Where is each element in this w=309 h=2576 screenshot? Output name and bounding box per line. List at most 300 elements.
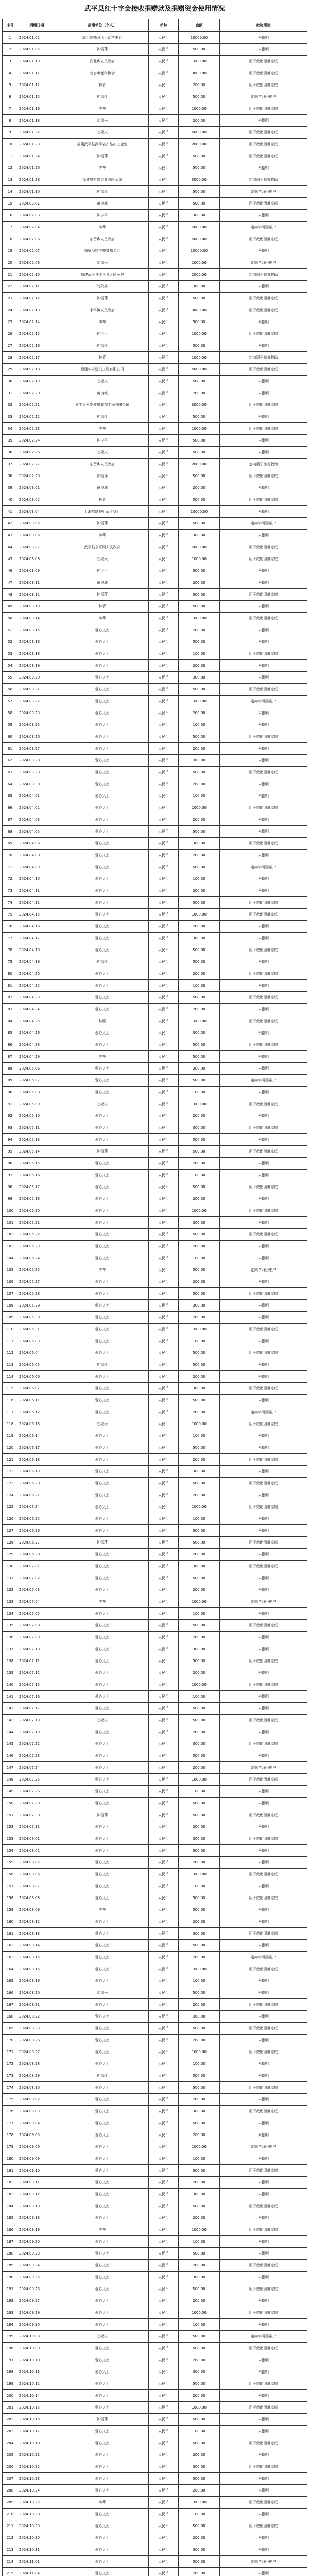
table-row (3, 613, 307, 624)
row-amount: 500.00 (179, 1039, 220, 1051)
table-row (3, 1027, 307, 1039)
table-row (3, 2283, 307, 2295)
row-amount: 500.00 (179, 944, 220, 956)
table-row (3, 2070, 307, 2082)
row-amount: 500.00 (179, 198, 220, 210)
row-donor: 刘福兴 (56, 257, 149, 269)
row-date: 2024.03.28 (18, 755, 56, 767)
row-donor: 爱心人士 (56, 1181, 149, 1193)
row-amount: 2000.00 (179, 541, 220, 553)
row-currency: 人民币 (149, 2260, 179, 2272)
row-currency: 人民币 (149, 411, 179, 423)
row-amount: 500.00 (179, 1347, 220, 1359)
row-currency: 人民币 (149, 435, 179, 447)
table-row (3, 1347, 307, 1359)
row-currency: 人民币 (149, 1039, 179, 1051)
row-amount: 500.00 (179, 1442, 220, 1454)
row-amount: 500.00 (179, 2023, 220, 2035)
table-row (3, 1466, 307, 1478)
row-index: 112 (3, 1347, 18, 1359)
row-amount: 200.00 (179, 1489, 220, 1501)
table-row (3, 2153, 307, 2165)
table-row (3, 1833, 307, 1845)
header-date: 捐赠日期 (18, 19, 56, 32)
row-amount: 200.00 (179, 660, 220, 672)
row-date: 2024.03.04 (18, 506, 56, 518)
row-donor: 爱心人士 (56, 2568, 149, 2576)
row-currency: 人民币 (149, 2224, 179, 2236)
row-currency: 人民币 (149, 1537, 179, 1549)
row-donor: 爱心人士 (56, 1679, 149, 1691)
row-purpose: 未指明 (220, 1466, 307, 1478)
row-purpose: 未指明 (220, 316, 307, 328)
row-date: 2024.06.27 (18, 1537, 56, 1549)
table-row (3, 1952, 307, 1963)
row-date: 2024.04.17 (18, 933, 56, 944)
row-purpose: 用于救助困难家庭 (220, 684, 307, 696)
row-currency: 人民币 (149, 1158, 179, 1170)
row-index: 186 (3, 2224, 18, 2236)
row-purpose: 未指明 (220, 2011, 307, 2023)
row-date: 2024.04.25 (18, 1015, 56, 1027)
row-index: 60 (3, 731, 18, 743)
row-date: 2024.08.05 (18, 1857, 56, 1869)
row-donor: 钟雪萍 (56, 44, 149, 56)
row-amount: 300.00 (179, 1928, 220, 1940)
row-index: 111 (3, 1335, 18, 1347)
row-index: 151 (3, 1809, 18, 1821)
row-amount: 200.00 (179, 1110, 220, 1122)
row-currency: 人民币 (149, 944, 179, 956)
table-row (3, 304, 307, 316)
row-donor: 爱心人士 (56, 636, 149, 648)
row-amount: 200.00 (179, 1193, 220, 1205)
row-date: 2024.08.19 (18, 1975, 56, 1987)
row-date: 2024.10.29 (18, 2520, 56, 2532)
table-row (3, 755, 307, 767)
row-amount: 10000.00 (179, 245, 220, 257)
row-purpose: 未指明 (220, 2117, 307, 2129)
table-row (3, 1489, 307, 1501)
row-date: 2024.02.12 (18, 293, 56, 304)
table-row (3, 1146, 307, 1158)
row-donor: 钟雪萍 (56, 293, 149, 304)
row-amount: 200.00 (179, 1371, 220, 1383)
row-date: 2024.08.16 (18, 1963, 56, 1975)
row-currency: 人民币 (149, 1691, 179, 1703)
row-amount: 3000.00 (179, 174, 220, 186)
table-row (3, 2343, 307, 2354)
table-row (3, 897, 307, 909)
table-row (3, 530, 307, 541)
row-donor: 爱心人士 (56, 897, 149, 909)
row-date: 2024.10.25 (18, 2497, 56, 2509)
row-date: 2024.09.30 (18, 2319, 56, 2331)
row-index: 153 (3, 1833, 18, 1845)
row-index: 187 (3, 2236, 18, 2248)
row-amount: 200.00 (179, 2177, 220, 2189)
row-index: 1 (3, 32, 18, 44)
row-index: 147 (3, 1762, 18, 1774)
row-index: 172 (3, 2058, 18, 2070)
row-purpose: 未指明 (220, 2236, 307, 2248)
row-currency: 人民币 (149, 861, 179, 873)
row-date: 2024.10.14 (18, 2390, 56, 2402)
row-currency: 人民币 (149, 2295, 179, 2307)
row-index: 128 (3, 1537, 18, 1549)
row-date: 2024.08.14 (18, 1940, 56, 1952)
row-date: 2024.02.28 (18, 470, 56, 482)
row-donor: 钟雪萍 (56, 589, 149, 601)
row-currency: 人民币 (149, 1051, 179, 1063)
table-row (3, 731, 307, 743)
row-currency: 人民币 (149, 933, 179, 944)
row-currency: 人民币 (149, 624, 179, 636)
table-row (3, 1252, 307, 1264)
table-row (3, 376, 307, 387)
row-donor: 爱心人士 (56, 1383, 149, 1395)
row-donor: 爱心人士 (56, 1632, 149, 1643)
row-index: 102 (3, 1229, 18, 1241)
table-row (3, 2189, 307, 2200)
table-row (3, 2556, 307, 2568)
row-purpose: 未指明 (220, 281, 307, 293)
table-row (3, 1430, 307, 1442)
row-currency: 人民币 (149, 44, 179, 56)
row-donor: 李华 (56, 162, 149, 174)
row-donor: 爱心人士 (56, 1857, 149, 1869)
row-date: 2024.09.23 (18, 2248, 56, 2260)
row-amount: 500.00 (179, 470, 220, 482)
table-row (3, 577, 307, 589)
row-index: 203 (3, 2426, 18, 2437)
row-donor: 爱心人士 (56, 933, 149, 944)
row-purpose: 未指明 (220, 1916, 307, 1928)
row-purpose: 未指明 (220, 577, 307, 589)
row-purpose: 用于救助困难家庭 (220, 838, 307, 850)
row-date: 2024.05.11 (18, 1122, 56, 1134)
row-donor: 福建省万宏实业有限公司 (56, 174, 149, 186)
row-purpose: 用于救助困难家庭 (220, 127, 307, 139)
table-row (3, 933, 307, 944)
table-row (3, 873, 307, 885)
header-index: 序号 (3, 19, 18, 32)
row-currency: 人民币 (149, 103, 179, 115)
row-donor: 爱心人士 (56, 624, 149, 636)
row-purpose: 用于救助困难家庭 (220, 1478, 307, 1489)
row-date: 2024.01.15 (18, 91, 56, 103)
row-index: 103 (3, 1241, 18, 1252)
row-purpose: 用于救助困难家庭 (220, 1383, 307, 1395)
row-date: 2024.03.06 (18, 530, 56, 541)
row-currency: 人民币 (149, 470, 179, 482)
row-index: 89 (3, 1075, 18, 1087)
row-amount: 500.00 (179, 2343, 220, 2354)
table-row (3, 1170, 307, 1181)
row-index: 146 (3, 1750, 18, 1762)
row-index: 130 (3, 1561, 18, 1572)
row-date: 2024.07.31 (18, 1821, 56, 1833)
row-index: 10 (3, 139, 18, 150)
row-donor: 爱心人士 (56, 885, 149, 897)
row-index: 12 (3, 162, 18, 174)
row-donor: 爱心人士 (56, 1454, 149, 1466)
table-row (3, 1371, 307, 1383)
row-index: 180 (3, 2153, 18, 2165)
row-index: 46 (3, 565, 18, 577)
row-currency: 人民币 (149, 1110, 179, 1122)
row-currency: 人民币 (149, 2236, 179, 2248)
row-index: 98 (3, 1181, 18, 1193)
row-date: 2024.04.15 (18, 909, 56, 921)
row-index: 49 (3, 601, 18, 613)
row-date: 2024.04.02 (18, 802, 56, 814)
table-row (3, 1406, 307, 1418)
row-index: 51 (3, 624, 18, 636)
row-date: 2024.07.12 (18, 1667, 56, 1679)
row-amount: 3000.00 (179, 67, 220, 79)
row-amount: 500.00 (179, 565, 220, 577)
row-donor: 爱心人士 (56, 660, 149, 672)
row-amount: 1000.00 (179, 1963, 220, 1975)
row-purpose: 未指明 (220, 1087, 307, 1098)
row-purpose: 未指明 (220, 1940, 307, 1952)
row-purpose: 用于救助困难家庭 (220, 944, 307, 956)
row-amount: 300.00 (179, 2366, 220, 2378)
row-purpose: 未指明 (220, 1193, 307, 1205)
row-donor: 林青 (56, 79, 149, 91)
row-donor: 爱心人士 (56, 767, 149, 778)
row-purpose: 定向学习困难户 (220, 2331, 307, 2343)
row-index: 6 (3, 91, 18, 103)
row-donor: 爱心人士 (56, 1798, 149, 1809)
row-currency: 人民币 (149, 1229, 179, 1241)
row-currency: 人民币 (149, 814, 179, 826)
row-date: 2024.08.01 (18, 1833, 56, 1845)
row-index: 115 (3, 1383, 18, 1395)
table-row (3, 1051, 307, 1063)
table-row (3, 2106, 307, 2117)
row-currency: 人民币 (149, 2437, 179, 2449)
row-purpose: 未指明 (220, 2390, 307, 2402)
row-amount: 2000.00 (179, 459, 220, 470)
row-currency: 人民币 (149, 648, 179, 660)
row-amount: 1000.00 (179, 257, 220, 269)
row-donor: 爱心人士 (56, 731, 149, 743)
row-index: 149 (3, 1786, 18, 1798)
row-index: 188 (3, 2248, 18, 2260)
row-index: 171 (3, 2046, 18, 2058)
row-amount: 500.00 (179, 2331, 220, 2343)
row-amount: 300.00 (179, 933, 220, 944)
row-purpose: 用于救助困难家庭 (220, 1122, 307, 1134)
row-index: 39 (3, 482, 18, 494)
table-row (3, 1809, 307, 1821)
row-currency: 人民币 (149, 186, 179, 198)
table-row (3, 1821, 307, 1833)
table-row (3, 1395, 307, 1406)
row-donor: 爱心人士 (56, 802, 149, 814)
row-amount: 500.00 (179, 2520, 220, 2532)
header-currency: 币种 (149, 19, 179, 32)
row-currency: 人民币 (149, 1134, 179, 1146)
row-purpose: 定向学习困难户 (220, 696, 307, 707)
table-row (3, 1324, 307, 1335)
row-date: 2024.03.13 (18, 601, 56, 613)
row-index: 199 (3, 2378, 18, 2390)
row-currency: 人民币 (149, 1726, 179, 1738)
row-purpose: 未指明 (220, 340, 307, 352)
table-row (3, 1798, 307, 1809)
row-donor: 爱心人士 (56, 1691, 149, 1703)
row-purpose: 未指明 (220, 1786, 307, 1798)
table-row (3, 1940, 307, 1952)
row-purpose: 未指明 (220, 1489, 307, 1501)
row-date: 2024.05.15 (18, 1158, 56, 1170)
row-currency: 人民币 (149, 1146, 179, 1158)
table-row (3, 2461, 307, 2473)
row-currency: 人民币 (149, 1821, 179, 1833)
row-purpose: 用于救助困难家庭 (220, 1098, 307, 1110)
row-amount: 200.00 (179, 1952, 220, 1963)
row-amount: 200.00 (179, 2390, 220, 2402)
row-date: 2024.06.17 (18, 1442, 56, 1454)
row-index: 156 (3, 1869, 18, 1880)
row-currency: 人民币 (149, 1004, 179, 1015)
row-donor: 刘福兴 (56, 127, 149, 139)
row-date: 2024.04.23 (18, 992, 56, 1004)
row-index: 113 (3, 1359, 18, 1371)
table-row (3, 2485, 307, 2497)
row-currency: 人民币 (149, 968, 179, 980)
row-donor: 爱心人士 (56, 2437, 149, 2449)
row-currency: 人民币 (149, 2153, 179, 2165)
row-donor: 爱心人士 (56, 2520, 149, 2532)
row-amount: 500.00 (179, 2117, 220, 2129)
row-amount: 10000.00 (179, 32, 220, 44)
row-amount: 500.00 (179, 636, 220, 648)
row-donor: 钟雪萍 (56, 186, 149, 198)
row-date: 2024.08.07 (18, 1880, 56, 1892)
row-currency: 人民币 (149, 1596, 179, 1608)
row-amount: 1000.00 (179, 2224, 220, 2236)
row-index: 45 (3, 553, 18, 565)
row-donor: 爱心人士 (56, 826, 149, 838)
row-currency: 人民币 (149, 304, 179, 316)
row-index: 58 (3, 707, 18, 719)
row-index: 208 (3, 2485, 18, 2497)
row-purpose: 未指明 (220, 2568, 307, 2576)
row-donor: 爱心人士 (56, 1738, 149, 1750)
row-date: 2024.03.14 (18, 613, 56, 624)
row-amount: 1000.00 (179, 696, 220, 707)
table-row (3, 67, 307, 79)
row-purpose: 未指明 (220, 2354, 307, 2366)
row-purpose: 未指明 (220, 1857, 307, 1869)
row-date: 2024.06.03 (18, 1335, 56, 1347)
row-index: 167 (3, 1999, 18, 2011)
row-currency: 人民币 (149, 2141, 179, 2153)
row-currency: 人民币 (149, 364, 179, 376)
row-index: 137 (3, 1643, 18, 1655)
row-donor: 爱心人士 (56, 2248, 149, 2260)
row-date: 2024.08.27 (18, 2046, 56, 2058)
row-donor: 爱心人士 (56, 2449, 149, 2461)
table-row (3, 1217, 307, 1229)
row-date: 2024.03.26 (18, 731, 56, 743)
row-purpose: 未指明 (220, 506, 307, 518)
row-amount: 1000.00 (179, 1679, 220, 1691)
row-amount: 500.00 (179, 494, 220, 506)
row-date: 2024.09.02 (18, 2094, 56, 2106)
row-index: 116 (3, 1395, 18, 1406)
row-currency: 人民币 (149, 32, 179, 44)
row-index: 28 (3, 352, 18, 364)
row-amount: 500.00 (179, 2556, 220, 2568)
row-purpose: 用于救助困难家庭 (220, 648, 307, 660)
row-currency: 人民币 (149, 376, 179, 387)
row-date: 2024.06.12 (18, 1406, 56, 1418)
row-currency: 人民币 (149, 1786, 179, 1798)
row-donor: 爱心人士 (56, 1075, 149, 1087)
row-amount: 1000.00 (179, 613, 220, 624)
row-date: 2024.07.05 (18, 1608, 56, 1620)
row-currency: 人民币 (149, 885, 179, 897)
row-date: 2024.09.12 (18, 2189, 56, 2200)
row-index: 178 (3, 2129, 18, 2141)
row-purpose: 定向学习困难户 (220, 1762, 307, 1774)
row-donor: 爱心人士 (56, 1643, 149, 1655)
table-row (3, 210, 307, 222)
table-row (3, 1193, 307, 1205)
row-donor: 爱心人士 (56, 1110, 149, 1122)
row-index: 67 (3, 814, 18, 826)
row-currency: 人民币 (149, 1347, 179, 1359)
row-amount: 300.00 (179, 838, 220, 850)
row-purpose: 用于救助困难家庭 (220, 494, 307, 506)
row-date: 2024.05.10 (18, 1110, 56, 1122)
row-date: 2024.02.11 (18, 281, 56, 293)
row-amount: 500.00 (179, 1478, 220, 1489)
row-date: 2024.02.04 (18, 222, 56, 233)
row-donor: 爱心人士 (56, 2035, 149, 2046)
row-date: 2024.07.02 (18, 1572, 56, 1584)
row-donor: 李华 (56, 613, 149, 624)
table-row (3, 850, 307, 861)
table-row (3, 553, 307, 565)
table-row (3, 885, 307, 897)
row-purpose: 未指明 (220, 1252, 307, 1264)
row-index: 55 (3, 672, 18, 684)
row-index: 105 (3, 1264, 18, 1276)
row-amount: 500.00 (179, 1181, 220, 1193)
row-purpose: 未指明 (220, 1880, 307, 1892)
row-date: 2024.09.19 (18, 2224, 56, 2236)
row-index: 84 (3, 1015, 18, 1027)
row-index: 59 (3, 719, 18, 731)
table-row (3, 387, 307, 399)
row-date: 2024.08.28 (18, 2058, 56, 2070)
row-date: 2024.02.18 (18, 364, 56, 376)
row-purpose: 定向用于慈善救助 (220, 269, 307, 281)
row-donor: 爱心人士 (56, 2200, 149, 2212)
row-date: 2024.01.22 (18, 127, 56, 139)
row-purpose: 用于救助困难家庭 (220, 1537, 307, 1549)
row-index: 176 (3, 2106, 18, 2117)
row-currency: 人民币 (149, 2473, 179, 2485)
row-currency: 人民币 (149, 2023, 179, 2035)
row-date: 2024.10.17 (18, 2426, 56, 2437)
